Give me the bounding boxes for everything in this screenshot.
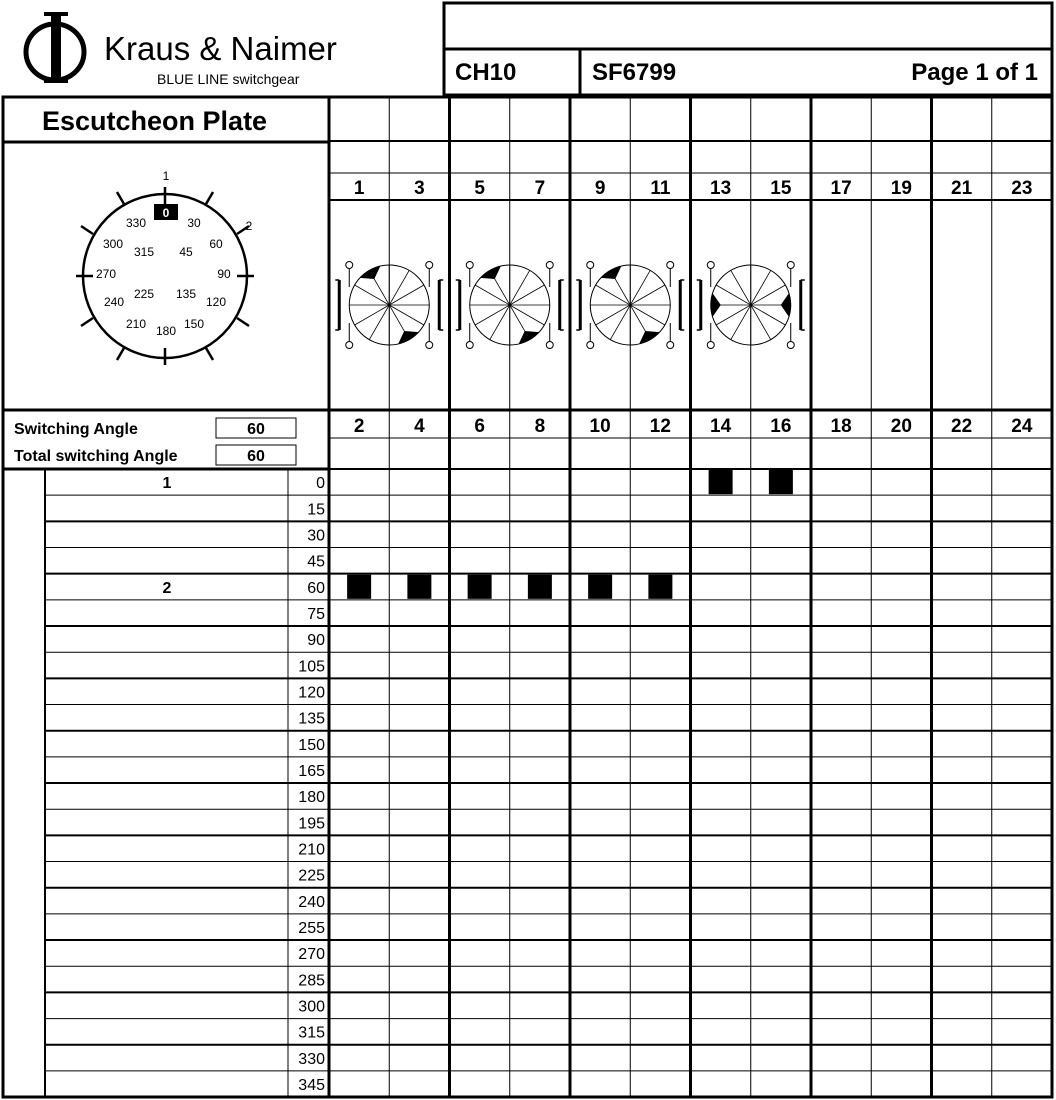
terminal-bottom-label: 4 [414,416,425,437]
row-angle: 60 [307,579,325,597]
row-angle: 75 [307,606,325,624]
switching-angle-value: 60 [247,421,265,438]
cam-notch [398,331,418,344]
row-angle: 315 [298,1024,325,1042]
terminal-bottom-label: 6 [474,416,485,437]
row-angle: 105 [298,658,325,676]
cam-notch [781,293,791,317]
terminal-top-label: 3 [414,178,425,199]
terminal-bottom-label: 10 [589,416,611,437]
cam-diagram-3 [576,262,684,349]
closed-contact-mark [407,575,431,599]
row-angle: 210 [298,841,325,859]
closed-contact-mark [769,470,793,494]
dial-angle-labels [96,216,231,338]
row-angle: 270 [298,946,325,964]
section-title: Escutcheon Plate [42,106,268,136]
total-switching-angle-label: Total switching Angle [14,448,178,465]
row-angle: 15 [307,501,325,519]
closed-contact-mark [528,575,552,599]
dial-angle-label: 210 [125,317,147,331]
row-angle: 150 [298,736,325,754]
dial-angle-label: 150 [183,317,205,331]
closed-contact-mark [648,575,672,599]
terminal-bottom-label: 8 [534,416,546,437]
dial-angle-label: 135 [175,287,197,301]
switching-angle-label: Switching Angle [14,421,138,438]
terminal-top-label: 7 [534,178,546,199]
terminal-top-label: 15 [770,178,792,199]
terminal-top-label: 21 [951,178,973,199]
total-switching-angle-value: 60 [247,448,265,465]
dial-position-2: 2 [245,219,253,233]
row-angle: 0 [316,475,325,493]
terminal-top-label: 5 [474,178,485,199]
dial-position-1: 1 [162,169,170,183]
row-angle: 225 [298,867,325,885]
main-frame [3,97,1052,1097]
terminal-bottom-label: 12 [649,416,671,437]
row-angle: 255 [298,920,325,938]
row-angle: 345 [298,1077,325,1095]
dial-angle-label: 240 [103,295,125,309]
row-angle: 330 [298,1050,325,1068]
row-angle: 30 [307,527,325,545]
terminal-top-label: 17 [830,178,852,199]
header-page: Page 1 of 1 [911,59,1038,86]
dial-angle-label: 45 [179,245,193,259]
row-angle: 285 [298,972,325,990]
dial-active-marker: 0 [162,206,170,220]
terminal-bottom-label: 24 [1011,416,1033,437]
closed-contact-mark [468,575,492,599]
dial-angle-label: 60 [209,237,223,251]
closed-contact-mark [588,575,612,599]
cam-notch [480,266,500,279]
dial-angle-label: 270 [95,267,117,281]
dial-angle-label: 90 [217,267,231,281]
row-position-label: 1 [162,475,172,493]
row-angle: 120 [298,684,325,702]
cam-notch [360,266,380,279]
terminal-top-label: 1 [353,178,365,199]
escutcheon-dial [76,169,254,365]
terminal-top-label: 11 [650,178,671,199]
row-angle: 90 [307,632,325,650]
row-angle: 180 [298,789,325,807]
terminal-bottom-label: 2 [353,416,365,437]
closed-contact-mark [347,575,371,599]
terminal-top-label: 13 [710,178,732,199]
cam-diagram-4 [697,262,805,349]
cam-notch [519,331,539,344]
header-grid [444,3,1052,95]
terminal-bottom-label: 16 [770,416,792,437]
row-angle: 135 [298,710,325,728]
terminal-bottom-label: 22 [951,416,973,437]
row-angle: 45 [307,553,325,571]
header-code: SF6799 [592,59,677,86]
terminal-bottom-label: 14 [710,416,732,437]
terminal-top-label: 23 [1011,178,1033,199]
dial-angle-label: 30 [187,216,201,230]
logo-phi-icon [26,12,84,83]
dial-angle-label: 120 [205,295,227,309]
row-angle: 195 [298,815,325,833]
terminal-bottom-label: 18 [830,416,852,437]
row-angle: 300 [298,998,325,1016]
cam-diagram-2 [456,262,564,349]
cam-notch [639,331,659,344]
terminal-bottom-label: 20 [890,416,912,437]
brand-name: Kraus & Naimer [104,30,337,67]
cam-diagram-1 [335,262,443,349]
dial-angle-label: 300 [102,237,124,251]
dial-angle-label: 180 [155,324,177,338]
row-angle: 240 [298,893,325,911]
dial-angle-label: 315 [133,245,155,259]
brand-tagline: BLUE LINE switchgear [157,71,300,87]
terminal-top-label: 19 [890,178,912,199]
terminal-top-label: 9 [594,178,606,199]
dial-angle-label: 225 [133,287,155,301]
contact-grid [45,97,1052,1097]
row-position-label: 2 [162,579,172,597]
closed-contact-mark [709,470,733,494]
row-angle: 165 [298,763,325,781]
header-series: CH10 [455,59,517,86]
cam-notch [601,266,621,279]
dial-angle-label: 330 [125,216,147,230]
cam-notch [711,293,721,317]
